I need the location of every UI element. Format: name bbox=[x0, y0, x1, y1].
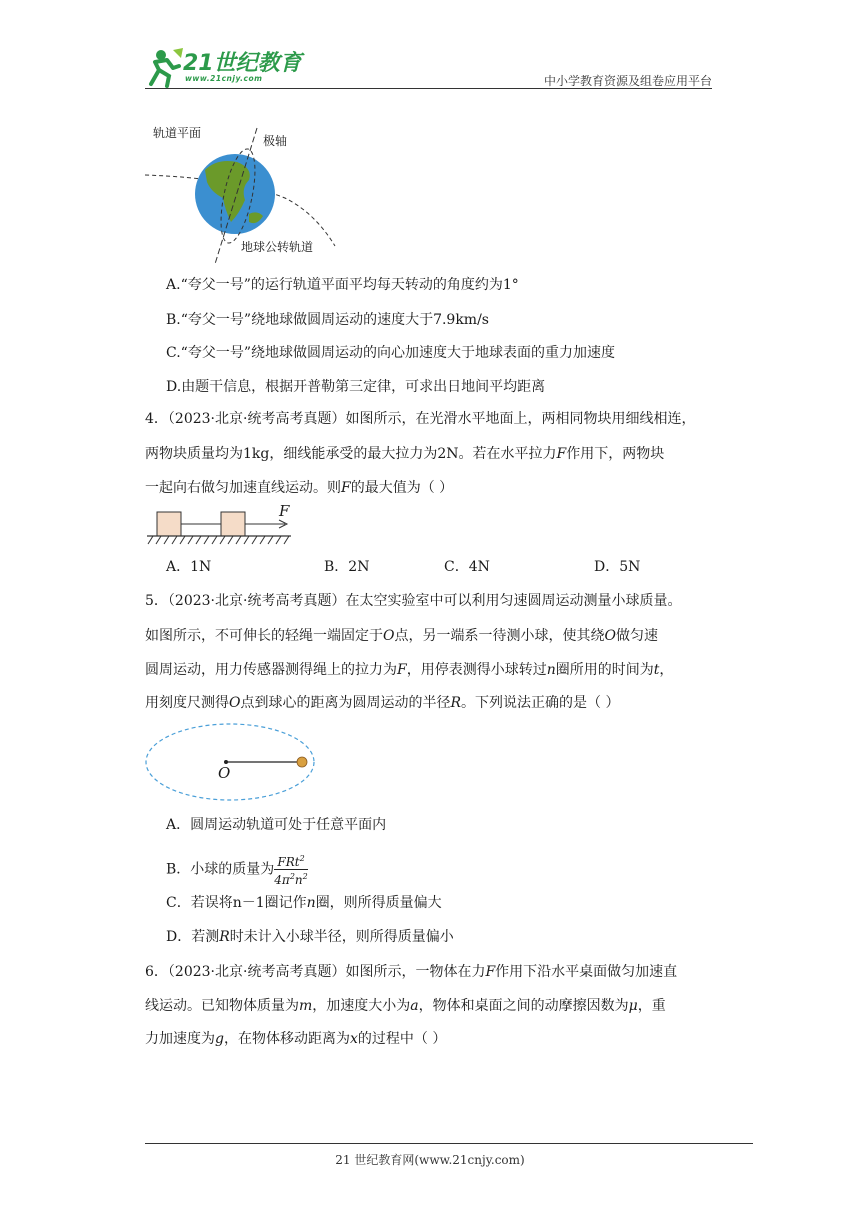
option-letter: B. bbox=[166, 312, 181, 328]
circular-motion-figure bbox=[144, 722, 316, 804]
q5-text: ，用停表测得小球转过 bbox=[406, 662, 547, 678]
option-text: “夸父一号”绕地球做圆周运动的向心加速度大于地球表面的重力加速度 bbox=[180, 345, 615, 361]
var-F: F bbox=[397, 662, 407, 678]
q4-text: 的最大值为（ ） bbox=[350, 480, 454, 496]
exponent: 2 bbox=[299, 854, 305, 863]
option-text: 圆周运动轨道可处于任意平面内 bbox=[190, 817, 387, 833]
option-letter: C． bbox=[166, 895, 191, 911]
q4-source: （2023·北京·统考高考真题） bbox=[167, 411, 346, 427]
q4-text: 一起向右做匀加速直线运动。则 bbox=[145, 480, 341, 496]
q6-text: 作用下沿水平桌面做匀加速直 bbox=[495, 964, 678, 980]
q5-source: （2023·北京·统考高考真题） bbox=[167, 593, 346, 609]
q4-text: 作用下，两物块 bbox=[566, 446, 665, 462]
q5-text: 圈所用的时间为 bbox=[555, 662, 654, 678]
force-label-F: F bbox=[279, 502, 290, 520]
q4-option-b[interactable] bbox=[324, 557, 369, 577]
var-R: R bbox=[450, 695, 462, 711]
logo[interactable] bbox=[143, 46, 303, 90]
q5-text: 。下列说法正确的是（ ） bbox=[461, 695, 620, 711]
q4-text: 如图所示，在光滑水平地面上，两相同物块用细线相连， bbox=[345, 411, 696, 427]
formula-numerator: FRt bbox=[277, 855, 300, 869]
q5-option-b[interactable] bbox=[166, 852, 308, 887]
var-O: O bbox=[383, 628, 395, 644]
q6-line-1 bbox=[145, 962, 677, 982]
option-letter: D． bbox=[166, 929, 192, 945]
label-earth-orbit: 地球公转轨道 bbox=[241, 240, 314, 254]
var-a: a bbox=[410, 998, 419, 1014]
q6-text: ，加速度大小为 bbox=[312, 998, 411, 1014]
mass-formula bbox=[274, 852, 307, 887]
q6-line-3 bbox=[145, 1029, 446, 1049]
formula-n: n bbox=[294, 873, 303, 887]
center-label-O: O bbox=[218, 764, 231, 782]
q5-text: 在太空实验室中可以利用匀速圆周运动测量小球质量。 bbox=[345, 593, 682, 609]
option-text: 时未计入小球半径，则所得质量偏小 bbox=[229, 929, 454, 945]
q6-number: 6． bbox=[145, 964, 168, 980]
q5-option-a[interactable] bbox=[166, 815, 386, 835]
q3-option-c[interactable] bbox=[166, 343, 615, 363]
q5-text: 点，另一端系一待测小球，使其绕 bbox=[394, 628, 605, 644]
q6-text: 如图所示，一物体在力 bbox=[345, 964, 486, 980]
exponent: 2 bbox=[289, 872, 295, 881]
header-divider bbox=[145, 88, 712, 89]
q5-text: 做匀速 bbox=[615, 628, 658, 644]
option-letter: D． bbox=[594, 559, 620, 575]
q4-option-d[interactable] bbox=[594, 557, 640, 577]
option-text: “夸父一号”的运行轨道平面平均每天转动的角度约为1° bbox=[180, 277, 519, 293]
option-text: 4N bbox=[468, 559, 490, 575]
var-F: F bbox=[341, 480, 351, 496]
two-blocks-figure bbox=[145, 502, 295, 550]
option-letter: A. bbox=[166, 277, 181, 293]
q3-option-b[interactable] bbox=[166, 310, 489, 330]
option-text: 5N bbox=[619, 559, 641, 575]
q5-option-d[interactable] bbox=[166, 927, 454, 947]
q6-line-2 bbox=[145, 996, 666, 1016]
q5-number: 5． bbox=[145, 593, 168, 609]
option-letter: A． bbox=[166, 817, 191, 833]
q3-option-a[interactable] bbox=[166, 275, 519, 295]
formula-denominator: 4π bbox=[274, 873, 290, 887]
expr-n-minus-1: n－1 bbox=[232, 895, 265, 911]
option-text: 圈，则所得质量偏大 bbox=[315, 895, 442, 911]
q5-option-c[interactable] bbox=[166, 893, 442, 913]
option-text: “夸父一号”绕地球做圆周运动的速度大于7.9km/s bbox=[180, 312, 489, 328]
var-O: O bbox=[604, 628, 616, 644]
circular-motion-diagram bbox=[144, 722, 316, 804]
q4-line-3 bbox=[145, 478, 453, 498]
runner-logo-icon bbox=[143, 46, 185, 88]
q6-text: ，物体和桌面之间的动摩擦因数为 bbox=[418, 998, 629, 1014]
earth-orbit-figure bbox=[145, 118, 345, 268]
var-mu: μ bbox=[628, 998, 638, 1014]
var-m: m bbox=[299, 998, 313, 1014]
var-n: n bbox=[306, 895, 316, 911]
label-orbit-plane: 轨道平面 bbox=[153, 126, 202, 140]
q4-option-c[interactable] bbox=[444, 557, 490, 577]
option-letter: D. bbox=[166, 379, 182, 395]
q4-text: 两物块质量均为1kg，细线能承受的最大拉力为2N。若在水平拉力 bbox=[145, 446, 557, 462]
label-polar-axis: 极轴 bbox=[263, 134, 288, 148]
option-letter: C． bbox=[444, 559, 469, 575]
q5-line-2 bbox=[145, 626, 658, 646]
footer-text[interactable]: 21 世纪教育网(www.21cnjy.com) bbox=[335, 1153, 525, 1167]
q5-text: 圆周运动，用力传感器测得绳上的拉力为 bbox=[145, 662, 397, 678]
q6-source: （2023·北京·统考高考真题） bbox=[167, 964, 346, 980]
q4-line-1 bbox=[145, 409, 695, 429]
exponent: 2 bbox=[302, 872, 308, 881]
option-text: 1N bbox=[190, 559, 212, 575]
q4-number: 4． bbox=[145, 411, 168, 427]
var-n: n bbox=[546, 662, 556, 678]
option-letter: A． bbox=[166, 559, 191, 575]
var-g: g bbox=[215, 1031, 224, 1047]
logo-url: www.21cnjy.com bbox=[185, 74, 263, 83]
q5-line-4 bbox=[145, 693, 619, 713]
var-F: F bbox=[556, 446, 567, 462]
option-letter: B． bbox=[324, 559, 349, 575]
option-text: 由题干信息，根据开普勒第三定律，可求出日地间平均距离 bbox=[181, 379, 546, 395]
option-text: 2N bbox=[348, 559, 370, 575]
option-letter: C. bbox=[166, 345, 181, 361]
q5-text: 点到球心的距离为圆周运动的半径 bbox=[240, 695, 451, 711]
q6-text: 线运动。已知物体质量为 bbox=[145, 998, 299, 1014]
option-text: 若测 bbox=[191, 929, 220, 945]
q5-text: 如图所示，不可伸长的轻绳一端固定于 bbox=[145, 628, 383, 644]
var-R: R bbox=[219, 929, 230, 945]
footer-divider bbox=[145, 1143, 753, 1144]
q5-text: ， bbox=[659, 662, 674, 678]
var-F: F bbox=[485, 964, 496, 980]
q5-text: 用刻度尺测得 bbox=[145, 695, 229, 711]
option-text: 小球的质量为 bbox=[190, 861, 275, 878]
q3-option-d[interactable] bbox=[166, 377, 545, 397]
q6-text: 力加速度为 bbox=[145, 1031, 215, 1047]
q6-text: 的过程中（ ） bbox=[357, 1031, 447, 1047]
q5-line-3 bbox=[145, 660, 673, 680]
option-text: 圈记作 bbox=[264, 895, 307, 911]
header-platform-text: 中小学教育资源及组卷应用平台 bbox=[543, 74, 712, 88]
q4-line-2 bbox=[145, 444, 664, 464]
option-text: 若误将 bbox=[190, 895, 233, 911]
var-t: t bbox=[653, 662, 660, 678]
two-blocks-diagram bbox=[145, 506, 295, 550]
q4-option-a[interactable] bbox=[166, 557, 211, 577]
q6-text: ，在物体移动距离为 bbox=[223, 1031, 350, 1047]
var-O: O bbox=[229, 695, 241, 711]
logo-brand: 21世纪教育 bbox=[183, 51, 302, 76]
q6-text: ，重 bbox=[637, 998, 666, 1014]
q5-line-1 bbox=[145, 591, 681, 611]
option-letter: B． bbox=[166, 861, 191, 878]
var-x: x bbox=[349, 1031, 358, 1047]
